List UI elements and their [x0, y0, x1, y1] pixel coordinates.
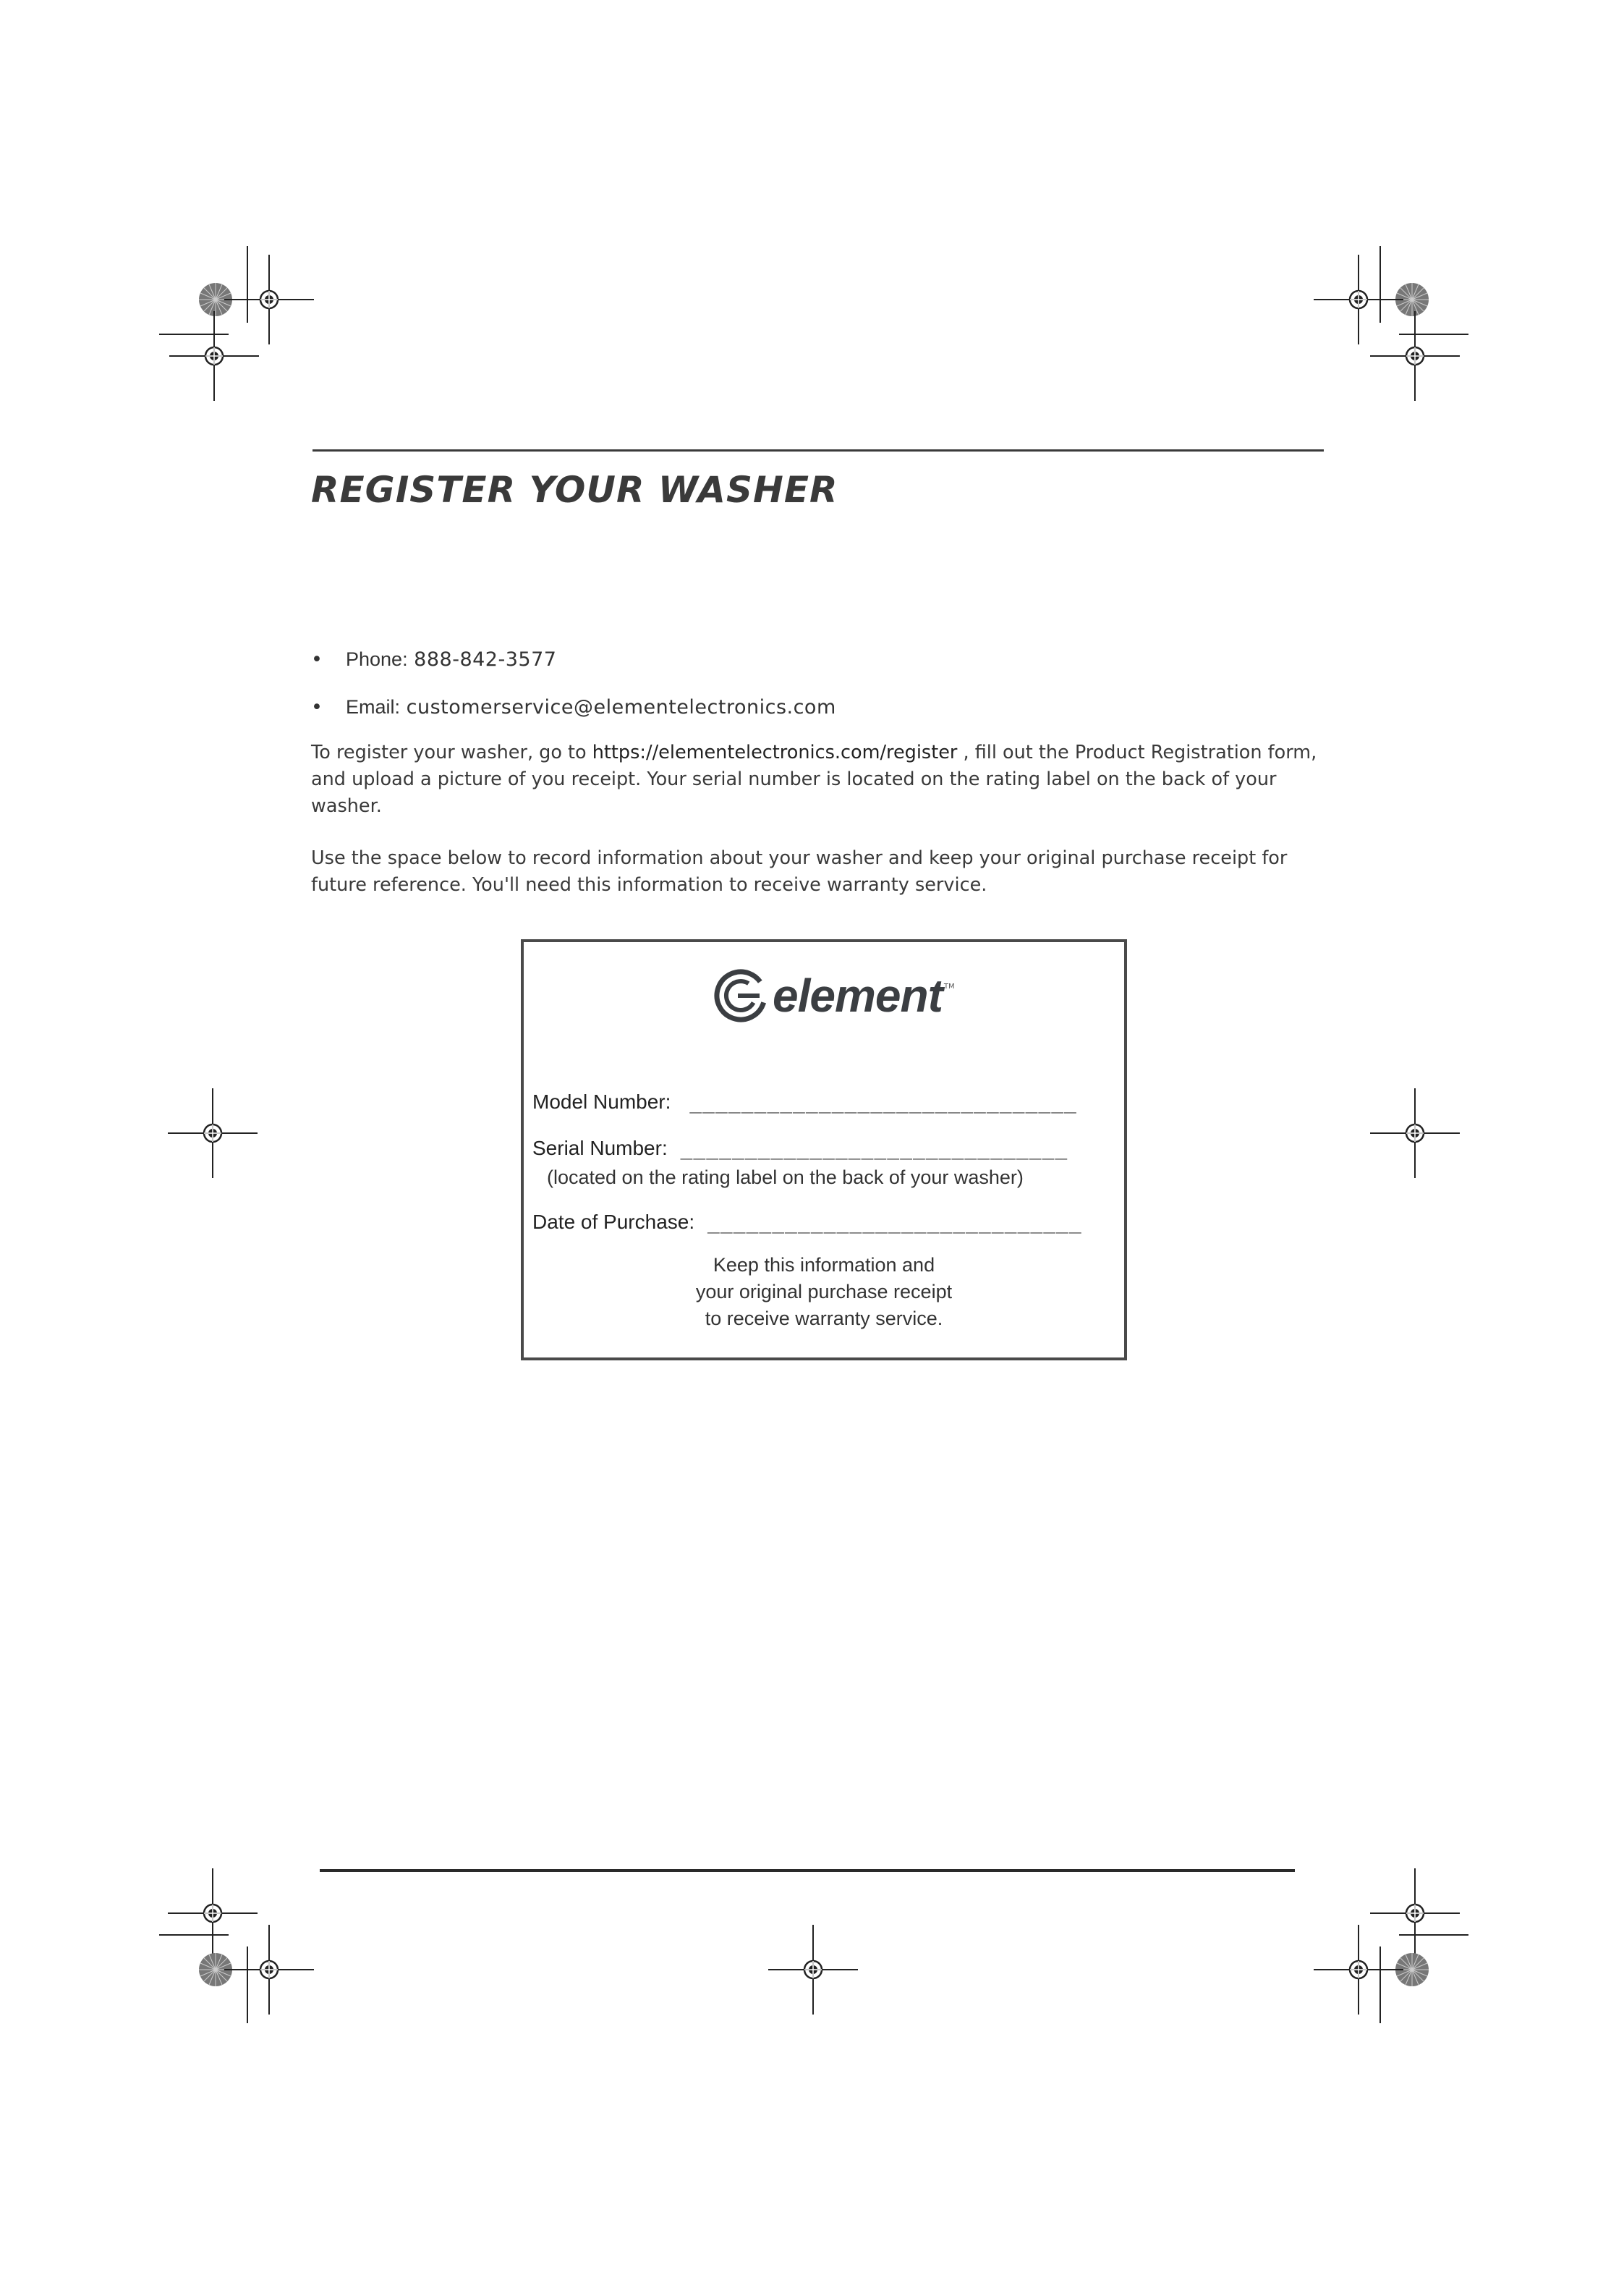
- element-logo-icon: [713, 968, 768, 1023]
- serial-number-note: (located on the rating label on the back of your washer): [547, 1166, 1024, 1188]
- element-logo: [713, 968, 955, 1023]
- registration-mark: [768, 1925, 858, 2015]
- register-instructions: [311, 740, 1331, 820]
- email-value: customerservice@elementelectronics.com: [406, 696, 836, 719]
- serial-number-label: Serial Number:: [532, 1137, 668, 1159]
- model-number-label: Model Number:: [532, 1090, 671, 1113]
- serial-number-blank: ______________________________: [680, 1136, 1068, 1160]
- model-number-field: [532, 1090, 1077, 1114]
- trademark-mark: TM: [943, 983, 955, 991]
- purchase-date-label: Date of Purchase:: [532, 1211, 695, 1233]
- page-title: REGISTER YOUR WASHER: [311, 469, 838, 511]
- contact-email: [311, 696, 836, 719]
- registration-mark: [1314, 255, 1403, 344]
- record-info-paragraph: Use the space below to record information about your washer and keep your original purchase receipt for future reference. You'll need this information to receive warranty service.: [311, 847, 1288, 896]
- instructions-text-end: , fill out the Product Registration form, and upload a picture of you receipt. Your serial number is located on the rating label on the back of your washer.: [311, 742, 1317, 817]
- registration-card: [521, 939, 1127, 1360]
- registration-mark: [168, 1868, 258, 1958]
- email-label: Email:: [346, 696, 401, 718]
- phone-value: 888-842-3577: [414, 648, 557, 671]
- registration-mark: [224, 255, 314, 344]
- bullet: •: [311, 648, 323, 671]
- purchase-date-blank: _____________________________: [707, 1210, 1082, 1234]
- footer-rule: [320, 1869, 1295, 1872]
- purchase-date-field: [532, 1210, 1082, 1234]
- element-logo-text: element: [773, 970, 943, 1022]
- keep-note-line: Keep this information and: [713, 1254, 935, 1276]
- phone-label: Phone:: [346, 648, 408, 670]
- keep-note-line: your original purchase receipt: [695, 1281, 953, 1302]
- registration-mark: [1370, 1088, 1460, 1178]
- model-number-blank: ______________________________: [689, 1090, 1077, 1114]
- registration-mark: [169, 311, 259, 401]
- instructions-text-start: To register your washer, go to: [311, 742, 592, 763]
- keep-info-note: [524, 1252, 1124, 1332]
- registration-mark: [1314, 1925, 1403, 2015]
- keep-note-line: to receive warranty service.: [705, 1308, 943, 1329]
- contact-phone: [311, 648, 556, 671]
- registration-mark: [1370, 1868, 1460, 1958]
- serial-number-field: [532, 1136, 1068, 1160]
- header-rule: [313, 449, 1324, 452]
- registration-mark: [224, 1925, 314, 2015]
- register-url: https://elementelectronics.com/register: [592, 742, 958, 763]
- registration-mark: [1370, 311, 1460, 401]
- bullet: •: [311, 696, 323, 719]
- registration-mark: [168, 1088, 258, 1178]
